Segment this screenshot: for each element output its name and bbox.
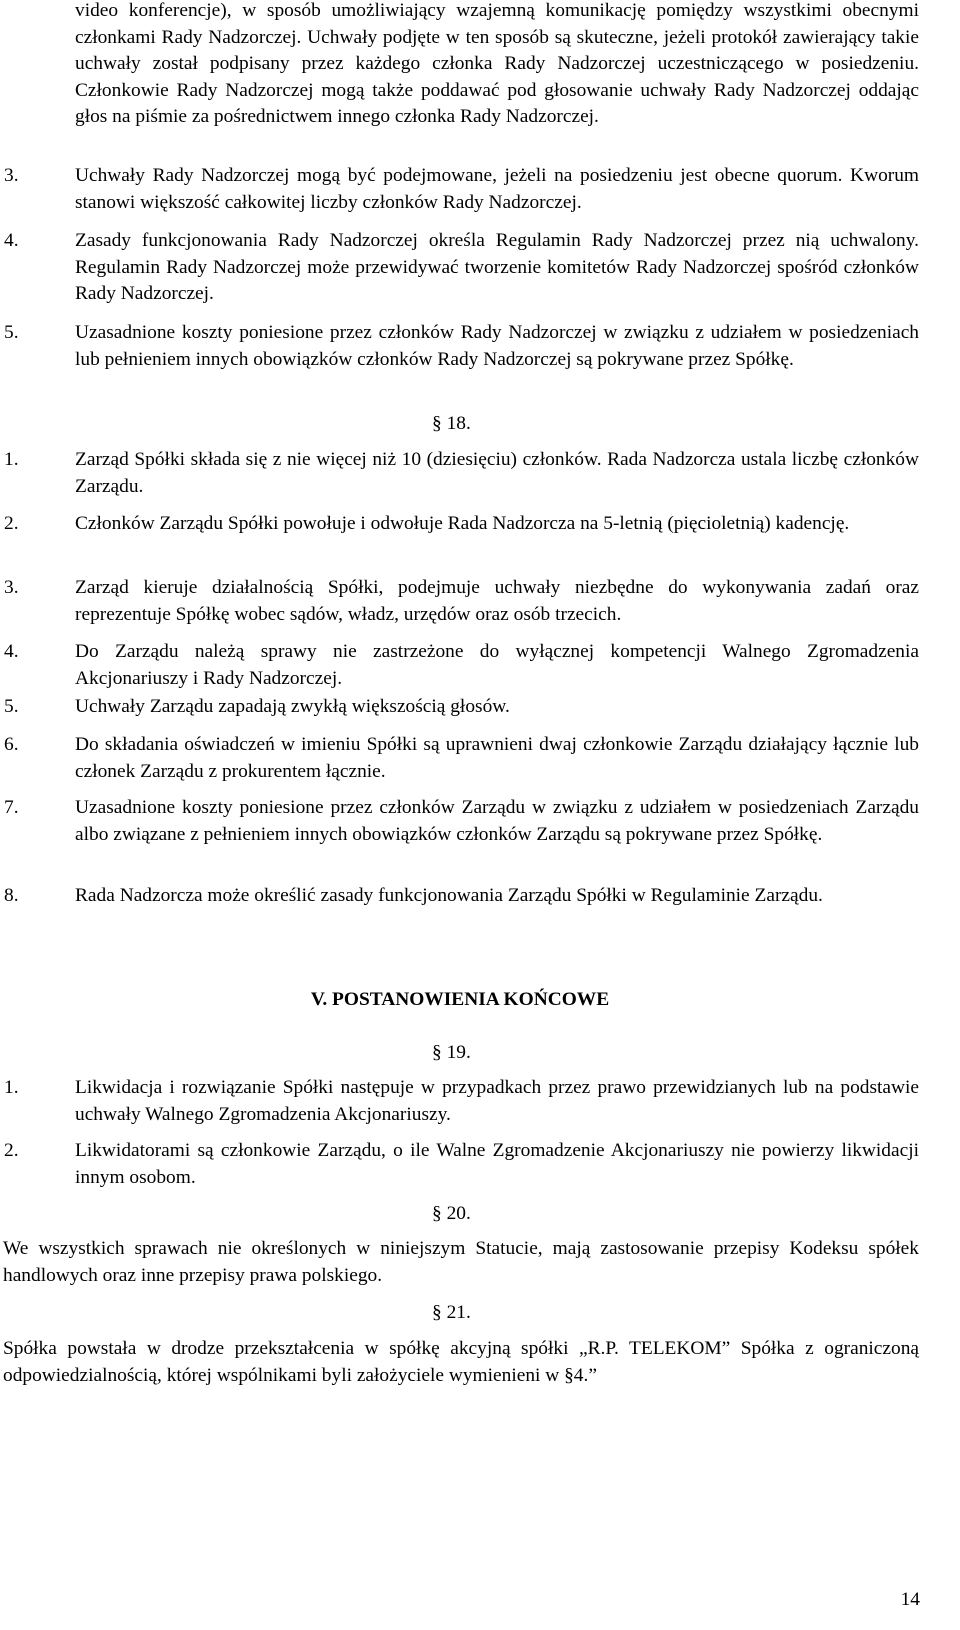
list-item-text: Do składania oświadczeń w imieniu Spółki są uprawnieni dwaj członkowie Zarządu działający łącznie lub członek Zarządu z prokurentem łącznie. (75, 734, 919, 782)
section-symbol: § (432, 1042, 442, 1063)
item-number: 6. (4, 734, 19, 755)
paragraph-continuation: video konferencje), w sposób umożliwiający wzajemną komunikację pomiędzy wszystkimi obecnymi członkami Rady Nadzorczej. Uchwały podjęte w ten sposób są skuteczne, jeżeli protokół zawierający takie uchwały został podpisany przez każdego członka Rady Nadzorczej uczestniczącego w posiedzeniu. Członkowie Rady Nadzorczej mogą także poddawać pod głosowanie uchwały Rady Nadzorczej oddając głos na piśmie za pośrednictwem innego członka Rady Nadzorczej. (75, 0, 919, 127)
item-number: 1. (4, 1077, 19, 1098)
list-item-text: Do Zarządu należą sprawy nie zastrzeżone do wyłącznej kompetencji Walnego Zgromadzenia Akcjonariuszy i Rady Nadzorczej. (75, 641, 919, 689)
item-number: 1. (4, 449, 19, 470)
section-number: 19. (446, 1042, 471, 1063)
item-number: 7. (4, 797, 19, 818)
list-item-text: Uzasadnione koszty poniesione przez członków Zarządu w związku z udziałem w posiedzeniach Zarządu albo związane z pełnieniem innych obowiązków członków Zarządu są pokrywane przez Spółkę. (75, 797, 919, 845)
list-item-text: Członków Zarządu Spółki powołuje i odwołuje Rada Nadzorcza na 5-letnią (pięcioletnią) kadencję. (75, 513, 850, 534)
section-heading-21 (432, 1300, 471, 1326)
item-number: 4. (4, 641, 19, 662)
section-heading-19 (432, 1040, 471, 1066)
section-symbol: § (432, 1302, 442, 1323)
list-item-text: Zarząd kieruje działalnością Spółki, podejmuje uchwały niezbędne do wykonywania zadań oraz reprezentuje Spółkę wobec sądów, władz, urzędów oraz osób trzecich. (75, 577, 919, 625)
list-item-text: Rada Nadzorcza może określić zasady funkcjonowania Zarządu Spółki w Regulaminie Zarządu. (75, 885, 823, 906)
list-item-text: Likwidatorami są członkowie Zarządu, o ile Walne Zgromadzenie Akcjonariuszy nie powierzy likwidacji innym osobom. (75, 1140, 919, 1188)
item-number: 4. (4, 230, 19, 251)
paragraph: We wszystkich sprawach nie określonych w niniejszym Statucie, mają zastosowanie przepisy Kodeksu spółek handlowych oraz inne przepisy prawa polskiego. (3, 1238, 919, 1286)
item-number: 2. (4, 1140, 19, 1161)
list-item-text: Uchwały Zarządu zapadają zwykłą większością głosów. (75, 696, 510, 717)
section-number: 21. (446, 1302, 471, 1323)
item-number: 3. (4, 577, 19, 598)
section-heading-20 (432, 1201, 471, 1227)
item-number: 3. (4, 165, 19, 186)
item-number: 8. (4, 885, 19, 906)
chapter-heading: V. POSTANOWIENIA KOŃCOWE (310, 989, 610, 1010)
list-item-text: Zarząd Spółki składa się z nie więcej niż 10 (dziesięciu) członków. Rada Nadzorcza ustala liczbę członków Zarządu. (75, 449, 919, 497)
list-item-text: Zasady funkcjonowania Rady Nadzorczej określa Regulamin Rady Nadzorczej przez nią uchwalony. Regulamin Rady Nadzorczej może przewidywać tworzenie komitetów Rady Nadzorczej spośród członków Rady Nadzorczej. (75, 230, 919, 304)
section-heading-18 (432, 411, 471, 437)
item-number: 2. (4, 513, 19, 534)
section-number: 18. (446, 413, 471, 434)
section-symbol: § (432, 413, 442, 434)
list-item-text: Likwidacja i rozwiązanie Spółki następuje w przypadkach przez prawo przewidzianych lub na podstawie uchwały Walnego Zgromadzenia Akcjonariuszy. (75, 1077, 919, 1125)
list-item-text: Uzasadnione koszty poniesione przez członków Rady Nadzorczej w związku z udziałem w posiedzeniach lub pełnieniem innych obowiązków członków Rady Nadzorczej są pokrywane przez Spółkę. (75, 322, 919, 370)
section-number: 20. (446, 1203, 471, 1224)
section-symbol: § (432, 1203, 442, 1224)
page-number: 14 (900, 1589, 920, 1610)
paragraph: Spółka powstała w drodze przekształcenia w spółkę akcyjną spółki „R.P. TELEKOM” Spółka z ograniczoną odpowiedzialnością, której wspólnikami byli założyciele wymienieni w §4.” (3, 1338, 919, 1386)
list-item-text: Uchwały Rady Nadzorczej mogą być podejmowane, jeżeli na posiedzeniu jest obecne quorum. Kworum stanowi większość całkowitej liczby członków Rady Nadzorczej. (75, 165, 919, 213)
item-number: 5. (4, 322, 19, 343)
item-number: 5. (4, 696, 19, 717)
